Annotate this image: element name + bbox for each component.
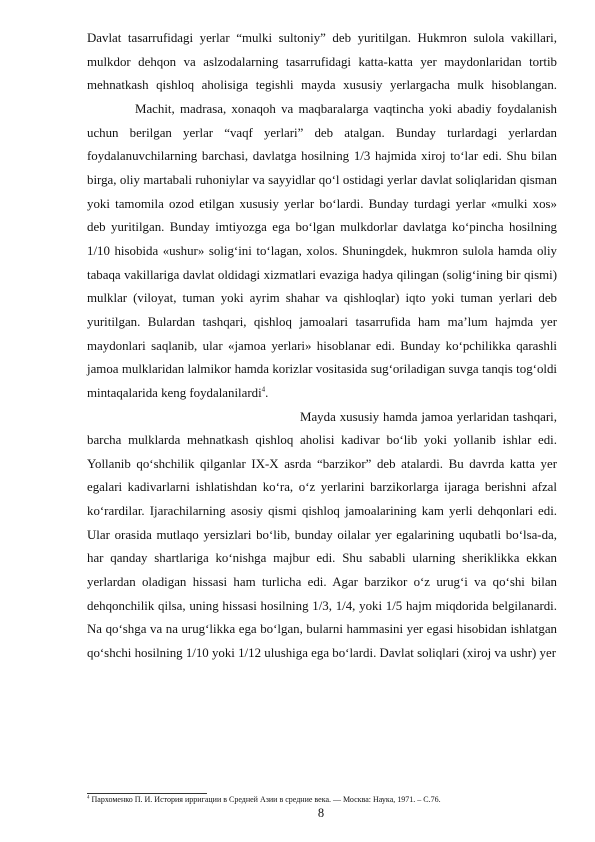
- footnote-text: Пархоменко П. И. История ирригации в Средней Азии в средние века. — Москва: Наука, 1971. – С.76.: [89, 795, 441, 804]
- paragraph-2-text: Mayda xususiy hamda jamoa yerlaridan tashqari, barcha mulklarda mehnatkash qishloq aholisi kadivar bo‘lib yoki yollanib ishlar edi. Yollanib qo‘shchilik qilganlar IX-X asrda “barzikor” deb atalardi. Bu davrda katta yer egalari kadivarlarni ishlatishdan ko‘ra, o‘z yerlarini barzikorlarga ijaraga berishni afzal ko‘rardilar. Ijarachilarning asosiy qismi qishloq jamoalarining kam yerli dehqonlari edi. Ular orasida mutlaqo yersizlari bo‘lib, bunday oilalar yer egalarining uqubatli bo‘lsa-da, har qanday shartlariga ko‘nishga majbur edi. Shu sababli ularning sheriklikka ekkan yerlardan oladigan hissasi ham turlicha edi. Agar barzikor o‘z urug‘i va qo‘shi bilan dehqonchilik qilsa, uning hissasi hosilning 1/3, 1/4, yoki 1/5 hajm miqdorida belgilanardi. Na qo‘shga va na urug‘likka ega bo‘lgan, bularni hammasini yer egasi hisobidan ishlatgan qo‘shchi hosilning 1/10 yoki 1/12 ulushiga ega bo‘lardi. Davlat soliqlari (xiroj va ushr) yer: [87, 409, 557, 661]
- paragraph-1-continuation: Machit, madrasa, xonaqoh va maqbaralarga vaqtincha yoki abadiy foydalanish uchun berilgan yerlar “vaqf yerlari” deb atalgan. Bunday turlardagi yerlardan foydalanuvchilarning barchasi, davlatga hosilning 1/3 hajmida xiroj to‘lar edi. Shu bilan birga, oliy martabali ruhoniylar va sayyidlar qo‘l ostidagi yerlar davlat soliqlaridan qisman yoki tamomila ozod etilgan xususiy yerlar bo‘lardi. Bunday turdagi yerlar «mulki xos» deb yuritilgan. Bunday imtiyozga ega bo‘lgan mulkdorlar davlatga ko‘pincha hosilning 1/10 hisobida «ushur» solig‘ini to‘lagan, xolos. Shuningdek, hukmron sulola hamda oliy tabaqa vakillariga davlat oldidagi xizmatlari evaziga hadya qilingan (solig‘ining bir qismi) mulklar (viloyat, tuman yoki ayrim shahar va qishloqlar) iqto yoki tuman yerlari deb yuritilgan. Bulardan tashqari, qishloq jamoalari tasarrufida ham ma’lum hajmda yer maydonlari saqlanib, ular «jamoa yerlari» hisoblanar edi. Bunday ko‘pchilikka qarashli jamoa mulklaridan lalmikor hamda korizlar vositasida sug‘oriladigan suvga tanqis tog‘oldi mintaqalarida keng foydalanilardi: [87, 101, 557, 400]
- paragraph-tenants: [87, 406, 557, 666]
- footnote-number: 4: [87, 795, 90, 801]
- paragraph-1-start: Davlat tasarrufidagi yerlar “mulki sultoniy” deb yuritilgan. Hukmron sulola vakillari, mulkdor dehqon va aslzodalarning tasarrufidagi katta-katta yer maydonlaridan tortib mehnatkash qishloq aholisiga tegishli mayda xususiy yerlargacha mulk hisoblangan.: [87, 31, 557, 93]
- page-number: 8: [317, 806, 325, 820]
- footnote-reference: 4: [261, 385, 266, 394]
- page-body: [87, 27, 557, 666]
- paragraph-1-end: .: [265, 385, 269, 400]
- paragraph-land-ownership: [87, 27, 557, 406]
